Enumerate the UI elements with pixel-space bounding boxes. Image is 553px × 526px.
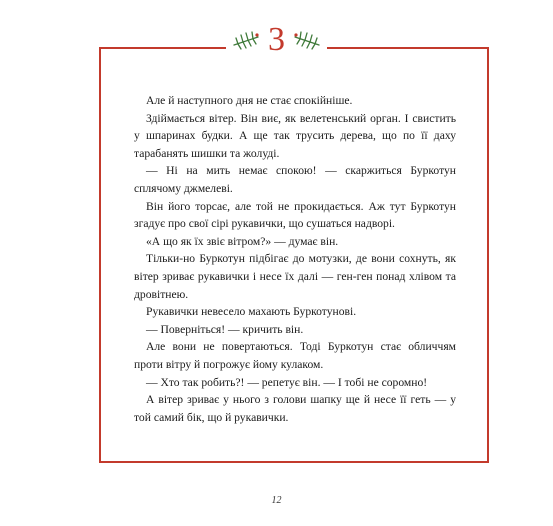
- story-text: [134, 92, 456, 426]
- chapter-number: 3: [268, 21, 285, 58]
- page-number: 12: [271, 495, 282, 506]
- paragraph: Здіймається вітер. Він виє, як велетенський орган. І свистить у шпаринах будки. А ще так трусить дерева, що по її даху тарабанять шишки та жолуді.: [134, 111, 456, 160]
- paragraph: — Поверніться! — кричить він.: [146, 322, 304, 336]
- paragraph: — Хто так робить?! — репетує він. — І тобі не соромно!: [146, 375, 428, 389]
- paragraph: Але й наступного дня не стає спокійніше.: [146, 94, 353, 107]
- pine-sprig-right-icon: [293, 29, 321, 51]
- paragraph: «А що як їх звіє вітром?» — думає він.: [146, 234, 339, 248]
- paragraph: Він його торсає, але той не прокидається. Аж тут Буркотун згадує про свої сірі рукавички, що сушаться надворі.: [134, 199, 456, 231]
- paragraph: Але вони не повертаються. Тоді Буркотун стає обличчям проти вітру й погрожує йому кулаком.: [134, 340, 456, 371]
- pine-sprig-left-icon: [232, 29, 260, 51]
- chapter-header: [0, 23, 553, 57]
- paragraph: Рукавички невесело махають Буркотунові.: [146, 305, 357, 319]
- paragraph: А вітер зриває у нього з голови шапку ще й несе її геть — у той самий бік, що й рукавички.: [134, 393, 456, 424]
- paragraph: Тільки-но Буркотун підбігає до мотузки, де вони сохнуть, як вітер зриває рукавички і несе їх далі — ген-ген понад хлівом та дровітнею.: [134, 252, 456, 301]
- paragraph: — Ні на мить немає спокою! — скаржиться Буркотун сплячому джмелеві.: [134, 164, 456, 195]
